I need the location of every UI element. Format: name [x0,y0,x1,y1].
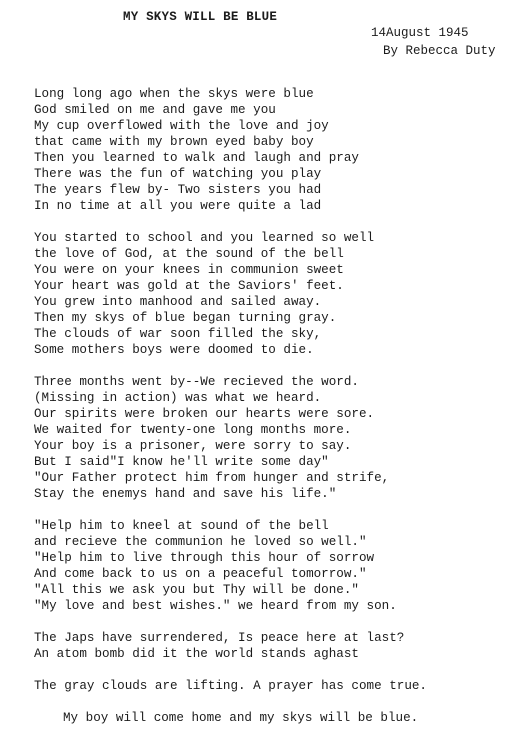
poem-line: You grew into manhood and sailed away. [34,295,322,309]
poem-title: MY SKYS WILL BE BLUE [123,10,278,24]
poem-line: And come back to us on a peaceful tomorrow." [34,567,367,581]
poem-line: In no time at all you were quite a lad [34,199,322,213]
poem-line: An atom bomb did it the world stands aghast [34,647,359,661]
poem-line: "Help him to kneel at sound of the bell [34,519,329,533]
poem-line: "My love and best wishes." we heard from my son. [34,599,397,613]
poem-line: You were on your knees in communion sweet [34,263,344,277]
poem-author: By Rebecca Duty [383,44,496,58]
poem-line: But I said"I know he'll write some day" [34,455,329,469]
poem-line: The Japs have surrendered, Is peace here at last? [34,631,405,645]
poem-line: the love of God, at the sound of the bell [34,247,344,261]
poem-line: My cup overflowed with the love and joy [34,119,329,133]
poem-line: You started to school and you learned so well [34,231,375,245]
poem-line: The clouds of war soon filled the sky, [34,327,322,341]
poem-line: (Missing in action) was what we heard. [34,391,322,405]
poem-date: 14August 1945 [371,26,469,40]
stanza-6 [34,678,504,694]
stanza-4 [34,518,504,614]
poem-line: There was the fun of watching you play [34,167,322,181]
poem-line: Our spirits were broken our hearts were sore. [34,407,375,421]
poem-line: Stay the enemys hand and save his life." [34,487,337,501]
poem-line: Long long ago when the skys were blue [34,87,314,101]
stanza-5 [34,630,504,662]
poem-line: "Help him to live through this hour of sorrow [34,551,375,565]
poem-line: "All this we ask you but Thy will be done." [34,583,359,597]
poem-line: Then my skys of blue began turning gray. [34,311,337,325]
poem-line: Three months went by--We recieved the word. [34,375,359,389]
poem-line: Your boy is a prisoner, were sorry to say. [34,439,352,453]
poem-line: Your heart was gold at the Saviors' feet. [34,279,344,293]
poem-line: God smiled on me and gave me you [34,103,276,117]
poem-line: We waited for twenty-one long months more. [34,423,352,437]
stanza-3 [34,374,504,502]
stanza-1 [34,86,504,214]
poem-line: The gray clouds are lifting. A prayer has come true. [34,679,427,693]
closing-line: My boy will come home and my skys will be blue. [63,711,419,725]
poem-line: The years flew by- Two sisters you had [34,183,322,197]
poem-line: and recieve the communion he loved so well." [34,535,367,549]
stanza-2 [34,230,504,358]
poem-line: that came with my brown eyed baby boy [34,135,314,149]
poem-body [34,86,504,710]
poem-line: Some mothers boys were doomed to die. [34,343,314,357]
poem-line: Then you learned to walk and laugh and pray [34,151,359,165]
poem-line: "Our Father protect him from hunger and strife, [34,471,390,485]
